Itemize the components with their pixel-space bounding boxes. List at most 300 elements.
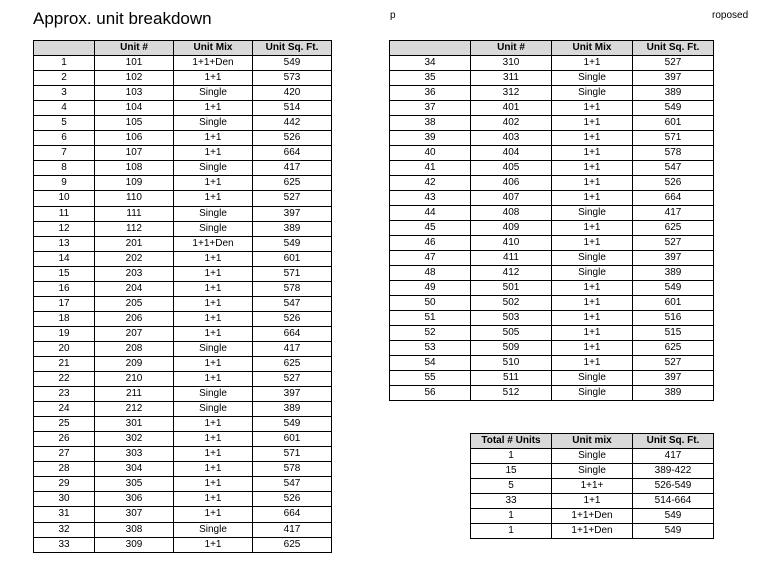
stray-text-proposed: roposed <box>712 10 749 21</box>
table-cell: 389 <box>253 402 332 417</box>
table-cell: 37 <box>390 101 471 116</box>
table-cell: 526 <box>253 492 332 507</box>
table-row <box>34 432 332 447</box>
table-cell: 571 <box>633 131 714 146</box>
table-row <box>34 447 332 462</box>
table-cell: 549 <box>253 236 332 251</box>
table-cell: 526 <box>633 176 714 191</box>
table-cell: 547 <box>633 161 714 176</box>
table-cell: 29 <box>34 477 95 492</box>
table-cell: 106 <box>95 131 174 146</box>
table-row <box>34 341 332 356</box>
table-cell: 33 <box>34 537 95 552</box>
table-cell: 417 <box>633 449 714 464</box>
table-cell: 549 <box>633 101 714 116</box>
table-cell: 17 <box>34 296 95 311</box>
table-cell: 417 <box>253 522 332 537</box>
table-row <box>471 464 714 479</box>
table-cell: 3 <box>34 86 95 101</box>
table-cell: Single <box>552 371 633 386</box>
table-cell: 203 <box>95 266 174 281</box>
table-cell: 1 <box>471 509 552 524</box>
table-cell: 547 <box>253 296 332 311</box>
table-cell: 5 <box>34 116 95 131</box>
table-cell: 26 <box>34 432 95 447</box>
table-row <box>390 296 714 311</box>
table-cell: 417 <box>633 206 714 221</box>
table-cell: 601 <box>253 251 332 266</box>
table-cell: 56 <box>390 386 471 401</box>
table-cell: 527 <box>253 191 332 206</box>
table-cell: 1+1 <box>174 176 253 191</box>
table-row <box>471 494 714 509</box>
table-cell: Single <box>552 464 633 479</box>
table-cell: 514 <box>253 101 332 116</box>
table-cell: 207 <box>95 326 174 341</box>
table-cell: 625 <box>253 176 332 191</box>
table-cell: 304 <box>95 462 174 477</box>
table-cell: 1+1 <box>174 131 253 146</box>
table-cell: 43 <box>390 191 471 206</box>
table-cell: 53 <box>390 341 471 356</box>
unit-table-right <box>389 40 714 401</box>
table-cell: 514-664 <box>633 494 714 509</box>
table-cell: 411 <box>471 251 552 266</box>
table-row <box>390 281 714 296</box>
table-cell: 23 <box>34 387 95 402</box>
table-cell: 1+1 <box>552 161 633 176</box>
table-cell: 389 <box>253 221 332 236</box>
table-cell: 12 <box>34 221 95 236</box>
table-cell: 389 <box>633 266 714 281</box>
table-cell: 549 <box>633 281 714 296</box>
table-cell: 389 <box>633 386 714 401</box>
table-row <box>390 386 714 401</box>
summary-table <box>470 433 714 539</box>
table-cell: Single <box>552 251 633 266</box>
table-cell: 1+1 <box>552 56 633 71</box>
table-cell: 41 <box>390 161 471 176</box>
table-cell: 1+1 <box>174 326 253 341</box>
table-cell: 305 <box>95 477 174 492</box>
table-cell: Single <box>174 522 253 537</box>
table-row <box>34 507 332 522</box>
table-header-row <box>34 41 332 56</box>
table-cell: 102 <box>95 71 174 86</box>
table-cell: 1+1 <box>552 236 633 251</box>
column-header: Unit # <box>95 41 174 56</box>
table-row <box>390 116 714 131</box>
table-cell: 1+1 <box>174 146 253 161</box>
table-cell: 211 <box>95 387 174 402</box>
table-row <box>34 116 332 131</box>
table-row <box>34 236 332 251</box>
table-cell: 308 <box>95 522 174 537</box>
table-cell: 109 <box>95 176 174 191</box>
table-cell: Single <box>174 86 253 101</box>
table-row <box>34 522 332 537</box>
table-cell: Single <box>552 386 633 401</box>
table-cell: 205 <box>95 296 174 311</box>
table-cell: 501 <box>471 281 552 296</box>
table-cell: 401 <box>471 101 552 116</box>
table-row <box>34 296 332 311</box>
column-header: Unit mix <box>552 434 633 449</box>
table-cell: 578 <box>253 281 332 296</box>
table-cell: 104 <box>95 101 174 116</box>
table-row <box>471 479 714 494</box>
table-cell: 511 <box>471 371 552 386</box>
table-cell: 1+1 <box>174 251 253 266</box>
table-cell: 1+1 <box>174 311 253 326</box>
table-row <box>34 131 332 146</box>
table-cell: 101 <box>95 56 174 71</box>
table-cell: 409 <box>471 221 552 236</box>
table-row <box>34 176 332 191</box>
table-cell: 502 <box>471 296 552 311</box>
table-cell: 206 <box>95 311 174 326</box>
table-cell: 420 <box>253 86 332 101</box>
table-cell: 397 <box>253 206 332 221</box>
table-cell: 527 <box>633 236 714 251</box>
table-cell: 549 <box>253 56 332 71</box>
table-cell: 24 <box>34 402 95 417</box>
table-row <box>390 56 714 71</box>
table-cell: Single <box>174 206 253 221</box>
table-cell: 1+1 <box>174 372 253 387</box>
table-cell: 212 <box>95 402 174 417</box>
table-row <box>390 71 714 86</box>
table-row <box>34 537 332 552</box>
table-row <box>471 449 714 464</box>
table-cell: 1+1 <box>174 266 253 281</box>
table-cell: 1+1 <box>174 101 253 116</box>
table-cell: 1+1 <box>552 176 633 191</box>
table-cell: 510 <box>471 356 552 371</box>
table-cell: 516 <box>633 311 714 326</box>
table-cell: 310 <box>471 56 552 71</box>
column-header <box>390 41 471 56</box>
table-cell: 526 <box>253 311 332 326</box>
table-cell: 210 <box>95 372 174 387</box>
table-row <box>34 71 332 86</box>
table-cell: 1+1 <box>552 221 633 236</box>
table-cell: 664 <box>253 326 332 341</box>
table-row <box>390 221 714 236</box>
table-row <box>34 161 332 176</box>
table-cell: 13 <box>34 236 95 251</box>
table-cell: 34 <box>390 56 471 71</box>
table-cell: 526-549 <box>633 479 714 494</box>
table-cell: 202 <box>95 251 174 266</box>
table-cell: 1+1 <box>174 191 253 206</box>
table-cell: 1+1 <box>552 341 633 356</box>
column-header: Unit Mix <box>552 41 633 56</box>
table-row <box>390 101 714 116</box>
table-cell: 527 <box>633 356 714 371</box>
table-row <box>34 206 332 221</box>
table-cell: 111 <box>95 206 174 221</box>
table-cell: 549 <box>633 509 714 524</box>
table-row <box>471 524 714 539</box>
table-row <box>390 356 714 371</box>
table-row <box>34 402 332 417</box>
table-cell: 11 <box>34 206 95 221</box>
table-row <box>471 509 714 524</box>
column-header: Unit # <box>471 41 552 56</box>
table-cell: 442 <box>253 116 332 131</box>
table-cell: 1+1+Den <box>552 524 633 539</box>
table-cell: 311 <box>471 71 552 86</box>
table-cell: 309 <box>95 537 174 552</box>
table-cell: 397 <box>633 71 714 86</box>
table-row <box>390 86 714 101</box>
table-row <box>390 371 714 386</box>
table-row <box>34 146 332 161</box>
table-cell: 1+1 <box>552 101 633 116</box>
table-row <box>34 251 332 266</box>
table-row <box>390 131 714 146</box>
table-cell: 44 <box>390 206 471 221</box>
table-cell: 1+1 <box>552 131 633 146</box>
table-cell: 18 <box>34 311 95 326</box>
table-cell: 527 <box>253 372 332 387</box>
table-cell: 1+1 <box>552 494 633 509</box>
table-cell: 301 <box>95 417 174 432</box>
table-cell: 35 <box>390 71 471 86</box>
table-cell: 1 <box>471 449 552 464</box>
table-cell: Single <box>552 266 633 281</box>
table-row <box>34 326 332 341</box>
table-cell: 389-422 <box>633 464 714 479</box>
table-cell: 1+1+Den <box>552 509 633 524</box>
table-cell: 1+1+ <box>552 479 633 494</box>
table-cell: 1+1 <box>552 296 633 311</box>
table-cell: 4 <box>34 101 95 116</box>
column-header: Unit Mix <box>174 41 253 56</box>
table-cell: 307 <box>95 507 174 522</box>
table-cell: 1+1 <box>174 507 253 522</box>
table-cell: 110 <box>95 191 174 206</box>
table-row <box>34 372 332 387</box>
table-row <box>390 236 714 251</box>
table-cell: 625 <box>633 221 714 236</box>
table-cell: 601 <box>253 432 332 447</box>
table-cell: 15 <box>34 266 95 281</box>
table-cell: 578 <box>253 462 332 477</box>
table-cell: 312 <box>471 86 552 101</box>
table-cell: 664 <box>253 146 332 161</box>
table-cell: 408 <box>471 206 552 221</box>
table-cell: Single <box>174 387 253 402</box>
table-cell: 1+1 <box>174 356 253 371</box>
table-row <box>34 191 332 206</box>
table-cell: 417 <box>253 341 332 356</box>
column-header: Unit Sq. Ft. <box>633 41 714 56</box>
table-cell: 14 <box>34 251 95 266</box>
table-cell: 1 <box>34 56 95 71</box>
table-cell: 1+1 <box>552 281 633 296</box>
table-cell: 527 <box>633 56 714 71</box>
page-title: Approx. unit breakdown <box>33 9 212 28</box>
table-cell: 303 <box>95 447 174 462</box>
table-cell: 403 <box>471 131 552 146</box>
table-cell: 6 <box>34 131 95 146</box>
table-cell: Single <box>552 449 633 464</box>
table-cell: 1+1 <box>174 296 253 311</box>
table-cell: 39 <box>390 131 471 146</box>
table-row <box>390 191 714 206</box>
table-cell: 601 <box>633 296 714 311</box>
table-cell: 16 <box>34 281 95 296</box>
table-cell: 1+1 <box>174 492 253 507</box>
table-row <box>390 326 714 341</box>
table-row <box>34 492 332 507</box>
table-cell: 107 <box>95 146 174 161</box>
table-row <box>390 251 714 266</box>
table-cell: 625 <box>253 537 332 552</box>
table-cell: 515 <box>633 326 714 341</box>
table-cell: 1+1+Den <box>174 56 253 71</box>
table-cell: 208 <box>95 341 174 356</box>
table-row <box>34 356 332 371</box>
table-row <box>390 176 714 191</box>
table-row <box>390 311 714 326</box>
table-cell: 625 <box>253 356 332 371</box>
table-cell: Single <box>552 206 633 221</box>
table-cell: 1+1 <box>552 191 633 206</box>
table-cell: 31 <box>34 507 95 522</box>
table-cell: 1+1 <box>174 447 253 462</box>
table-cell: 1+1 <box>552 326 633 341</box>
table-cell: 33 <box>471 494 552 509</box>
table-cell: 389 <box>633 86 714 101</box>
table-cell: 51 <box>390 311 471 326</box>
table-cell: 10 <box>34 191 95 206</box>
table-cell: 20 <box>34 341 95 356</box>
table-cell: 1+1+Den <box>174 236 253 251</box>
table-cell: 549 <box>633 524 714 539</box>
table-cell: 512 <box>471 386 552 401</box>
table-cell: 38 <box>390 116 471 131</box>
table-cell: 571 <box>253 447 332 462</box>
table-cell: 9 <box>34 176 95 191</box>
table-cell: 1+1 <box>552 311 633 326</box>
table-cell: Single <box>174 341 253 356</box>
table-row <box>34 477 332 492</box>
column-header: Unit Sq. Ft. <box>633 434 714 449</box>
table-cell: 47 <box>390 251 471 266</box>
table-cell: 201 <box>95 236 174 251</box>
table-cell: 25 <box>34 417 95 432</box>
table-cell: 578 <box>633 146 714 161</box>
table-row <box>34 281 332 296</box>
table-cell: 2 <box>34 71 95 86</box>
table-row <box>390 161 714 176</box>
table-header-row <box>390 41 714 56</box>
table-cell: 19 <box>34 326 95 341</box>
table-cell: 52 <box>390 326 471 341</box>
unit-table-left <box>33 40 332 553</box>
table-cell: 410 <box>471 236 552 251</box>
table-cell: 549 <box>253 417 332 432</box>
table-cell: 407 <box>471 191 552 206</box>
table-cell: 209 <box>95 356 174 371</box>
table-row <box>34 311 332 326</box>
table-cell: 503 <box>471 311 552 326</box>
table-cell: 45 <box>390 221 471 236</box>
table-cell: 49 <box>390 281 471 296</box>
table-row <box>390 206 714 221</box>
table-cell: 46 <box>390 236 471 251</box>
table-cell: 108 <box>95 161 174 176</box>
table-cell: 601 <box>633 116 714 131</box>
table-cell: 664 <box>253 507 332 522</box>
table-cell: 417 <box>253 161 332 176</box>
table-cell: Single <box>174 402 253 417</box>
table-cell: 1+1 <box>174 432 253 447</box>
table-row <box>390 146 714 161</box>
table-cell: 30 <box>34 492 95 507</box>
table-cell: 1+1 <box>174 537 253 552</box>
table-cell: 1+1 <box>174 477 253 492</box>
table-cell: 412 <box>471 266 552 281</box>
table-cell: 1+1 <box>174 71 253 86</box>
table-row <box>34 462 332 477</box>
table-cell: 406 <box>471 176 552 191</box>
table-cell: 22 <box>34 372 95 387</box>
table-cell: Single <box>552 86 633 101</box>
table-cell: 1+1 <box>552 146 633 161</box>
table-cell: 526 <box>253 131 332 146</box>
table-cell: 50 <box>390 296 471 311</box>
table-cell: 28 <box>34 462 95 477</box>
table-cell: 547 <box>253 477 332 492</box>
table-cell: 306 <box>95 492 174 507</box>
table-cell: 5 <box>471 479 552 494</box>
column-header: Total # Units <box>471 434 552 449</box>
table-cell: 664 <box>633 191 714 206</box>
table-cell: 397 <box>633 371 714 386</box>
table-cell: Single <box>174 221 253 236</box>
table-cell: Single <box>174 116 253 131</box>
table-cell: 36 <box>390 86 471 101</box>
table-row <box>390 341 714 356</box>
table-cell: 571 <box>253 266 332 281</box>
table-cell: 42 <box>390 176 471 191</box>
table-cell: 505 <box>471 326 552 341</box>
table-row <box>34 56 332 71</box>
table-cell: Single <box>174 161 253 176</box>
table-cell: 1+1 <box>174 417 253 432</box>
table-cell: 204 <box>95 281 174 296</box>
table-cell: 402 <box>471 116 552 131</box>
table-row <box>34 86 332 101</box>
table-cell: 625 <box>633 341 714 356</box>
table-row <box>34 101 332 116</box>
column-header: Unit Sq. Ft. <box>253 41 332 56</box>
table-cell: 54 <box>390 356 471 371</box>
table-row <box>34 266 332 281</box>
table-cell: 1+1 <box>552 116 633 131</box>
table-cell: 103 <box>95 86 174 101</box>
table-row <box>34 221 332 236</box>
table-cell: 48 <box>390 266 471 281</box>
table-cell: 21 <box>34 356 95 371</box>
table-cell: 32 <box>34 522 95 537</box>
table-cell: 15 <box>471 464 552 479</box>
table-cell: 105 <box>95 116 174 131</box>
